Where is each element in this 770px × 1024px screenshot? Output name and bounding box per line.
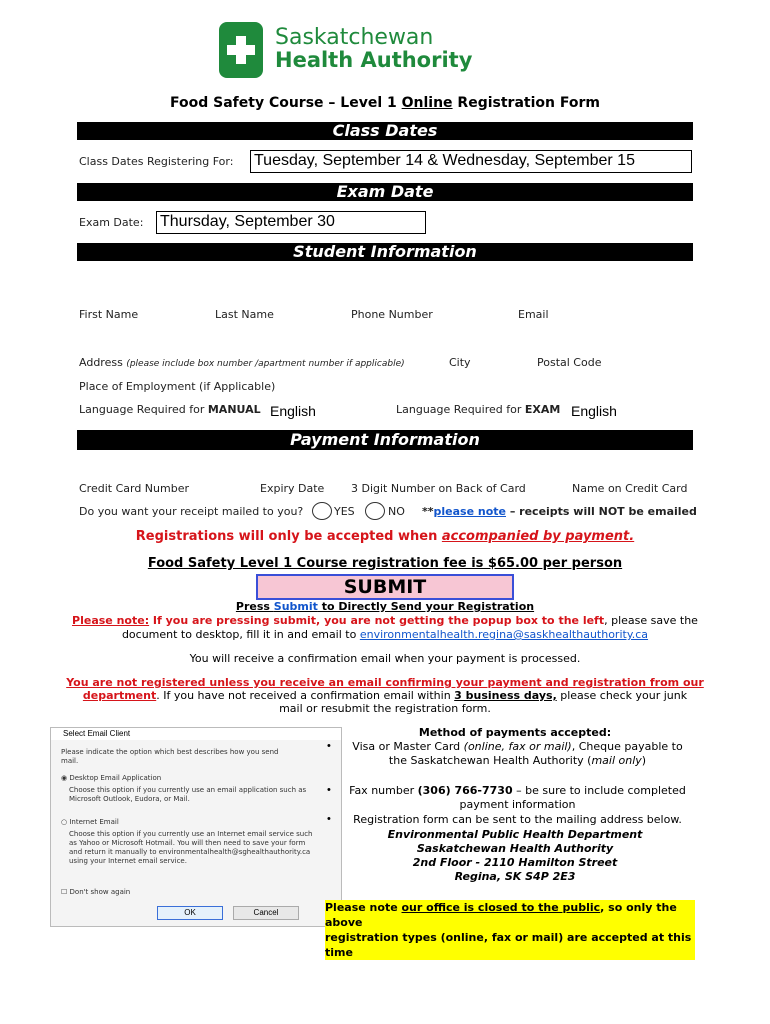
- receipt-note: **please note – receipts will NOT be emailed: [422, 505, 697, 518]
- method-card: Visa or Master Card (online, fax or mail), Cheque payable to the Saskatchewan Health Authority (mail only): [352, 740, 683, 767]
- card-number-label: Credit Card Number: [79, 482, 189, 495]
- lang-manual-label: Language Required for MANUAL: [79, 403, 261, 416]
- dialog-option-desktop-text: Choose this option if you currently use an email application such as Microsoft Outlook, Eudora, or Mail.: [69, 786, 307, 803]
- submit-button[interactable]: SUBMIT: [256, 574, 514, 600]
- lang-exam-field[interactable]: English: [571, 403, 617, 419]
- last-name-label: Last Name: [215, 308, 274, 321]
- postal-code-label: Postal Code: [537, 356, 602, 369]
- class-dates-label: Class Dates Registering For:: [79, 155, 234, 168]
- section-exam-date: Exam Date: [77, 183, 693, 201]
- section-payment-info: Payment Information: [77, 430, 693, 450]
- receipt-no-label: NO: [388, 505, 405, 518]
- form-title: Food Safety Course – Level 1 Online Registration Form: [170, 95, 600, 111]
- receipt-yes-radio[interactable]: [312, 502, 332, 520]
- receipt-no-radio[interactable]: [365, 502, 385, 520]
- logo-text-line1: Saskatchewan: [275, 25, 434, 50]
- employment-label: Place of Employment (if Applicable): [79, 380, 276, 393]
- lang-manual-field[interactable]: English: [270, 403, 316, 419]
- bullet-icon: •: [327, 784, 331, 796]
- logo-cross-icon: [219, 22, 263, 78]
- receipt-yes-label: YES: [334, 505, 355, 518]
- dialog-option-desktop[interactable]: ◉ Desktop Email Application: [61, 774, 162, 782]
- expiry-label: Expiry Date: [260, 482, 325, 495]
- email-label: Email: [518, 308, 549, 321]
- dialog-intro: Please indicate the option which best describes how you send mail.: [61, 748, 279, 765]
- confirmation-text: You will receive a confirmation email when your payment is processed.: [189, 652, 581, 665]
- section-student-info: Student Information: [77, 243, 693, 261]
- method-fax: Fax number (306) 766-7730 – be sure to include completed payment information: [349, 784, 686, 811]
- mailing-address: Environmental Public Health Department Saskatchewan Health Authority 2nd Floor - 2110 Hamilton Street Regina, SK S4P 2E3: [387, 828, 643, 883]
- bullet-icon: •: [327, 813, 331, 825]
- lang-exam-label: Language Required for EXAM: [396, 403, 561, 416]
- name-on-card-label: Name on Credit Card: [572, 482, 688, 495]
- section-class-dates: Class Dates: [77, 122, 693, 140]
- cvv-label: 3 Digit Number on Back of Card: [351, 482, 526, 495]
- dialog-dont-show-checkbox[interactable]: ☐ Don't show again: [61, 888, 131, 896]
- dialog-option-internet[interactable]: ○ Internet Email: [61, 818, 119, 826]
- dialog-cancel-button[interactable]: Cancel: [233, 906, 299, 920]
- email-client-dialog: [50, 727, 342, 927]
- dialog-ok-button[interactable]: OK: [157, 906, 223, 920]
- registration-warning: You are not registered unless you receive an email confirming your payment and registration from our department. If you have not received a confirmation email within 3 business days, please check your junk mail or resubmit the registration form.: [66, 676, 704, 715]
- fee-notice: Food Safety Level 1 Course registration fee is $65.00 per person: [147, 556, 623, 571]
- dialog-title: Select Email Client: [51, 728, 341, 740]
- popup-note: Please note: If you are pressing submit, you are not getting the popup box to the left, please save the document to desktop, fill it in and email to environmentalhealth.regina@saskhealthauthority.ca: [72, 614, 698, 641]
- submit-instruction: Press Submit to Directly Send your Registration: [235, 600, 535, 613]
- first-name-label: First Name: [79, 308, 139, 321]
- logo-text-line2: Health Authority: [275, 48, 473, 72]
- address-label: Address (please include box number /apartment number if applicable): [79, 356, 405, 369]
- methods-heading: Method of payments accepted:: [418, 726, 612, 739]
- phone-label: Phone Number: [351, 308, 433, 321]
- acceptance-notice: Registrations will only be accepted when accompanied by payment.: [135, 529, 635, 544]
- bullet-icon: •: [327, 740, 331, 752]
- office-closed-notice: Please note our office is closed to the public, so only the above registration types (online, fax or mail) are accepted at this time: [325, 900, 695, 960]
- city-label: City: [449, 356, 471, 369]
- method-mail: Registration form can be sent to the mailing address below.: [353, 813, 682, 826]
- exam-date-label: Exam Date:: [79, 216, 144, 229]
- receipt-question: Do you want your receipt mailed to you?: [79, 505, 304, 518]
- email-link[interactable]: environmentalhealth.regina@saskhealthauthority.ca: [359, 628, 649, 641]
- class-dates-field[interactable]: Tuesday, September 14 & Wednesday, September 15: [250, 150, 692, 173]
- exam-date-field[interactable]: Thursday, September 30: [156, 211, 426, 234]
- dialog-option-internet-text: Choose this option if you currently use an Internet email service such as Yahoo or Microsoft Hotmail. You will then need to save your form and return it manually to environmentalhealth@sghealthauthority.ca using your Internet email service.: [69, 830, 313, 865]
